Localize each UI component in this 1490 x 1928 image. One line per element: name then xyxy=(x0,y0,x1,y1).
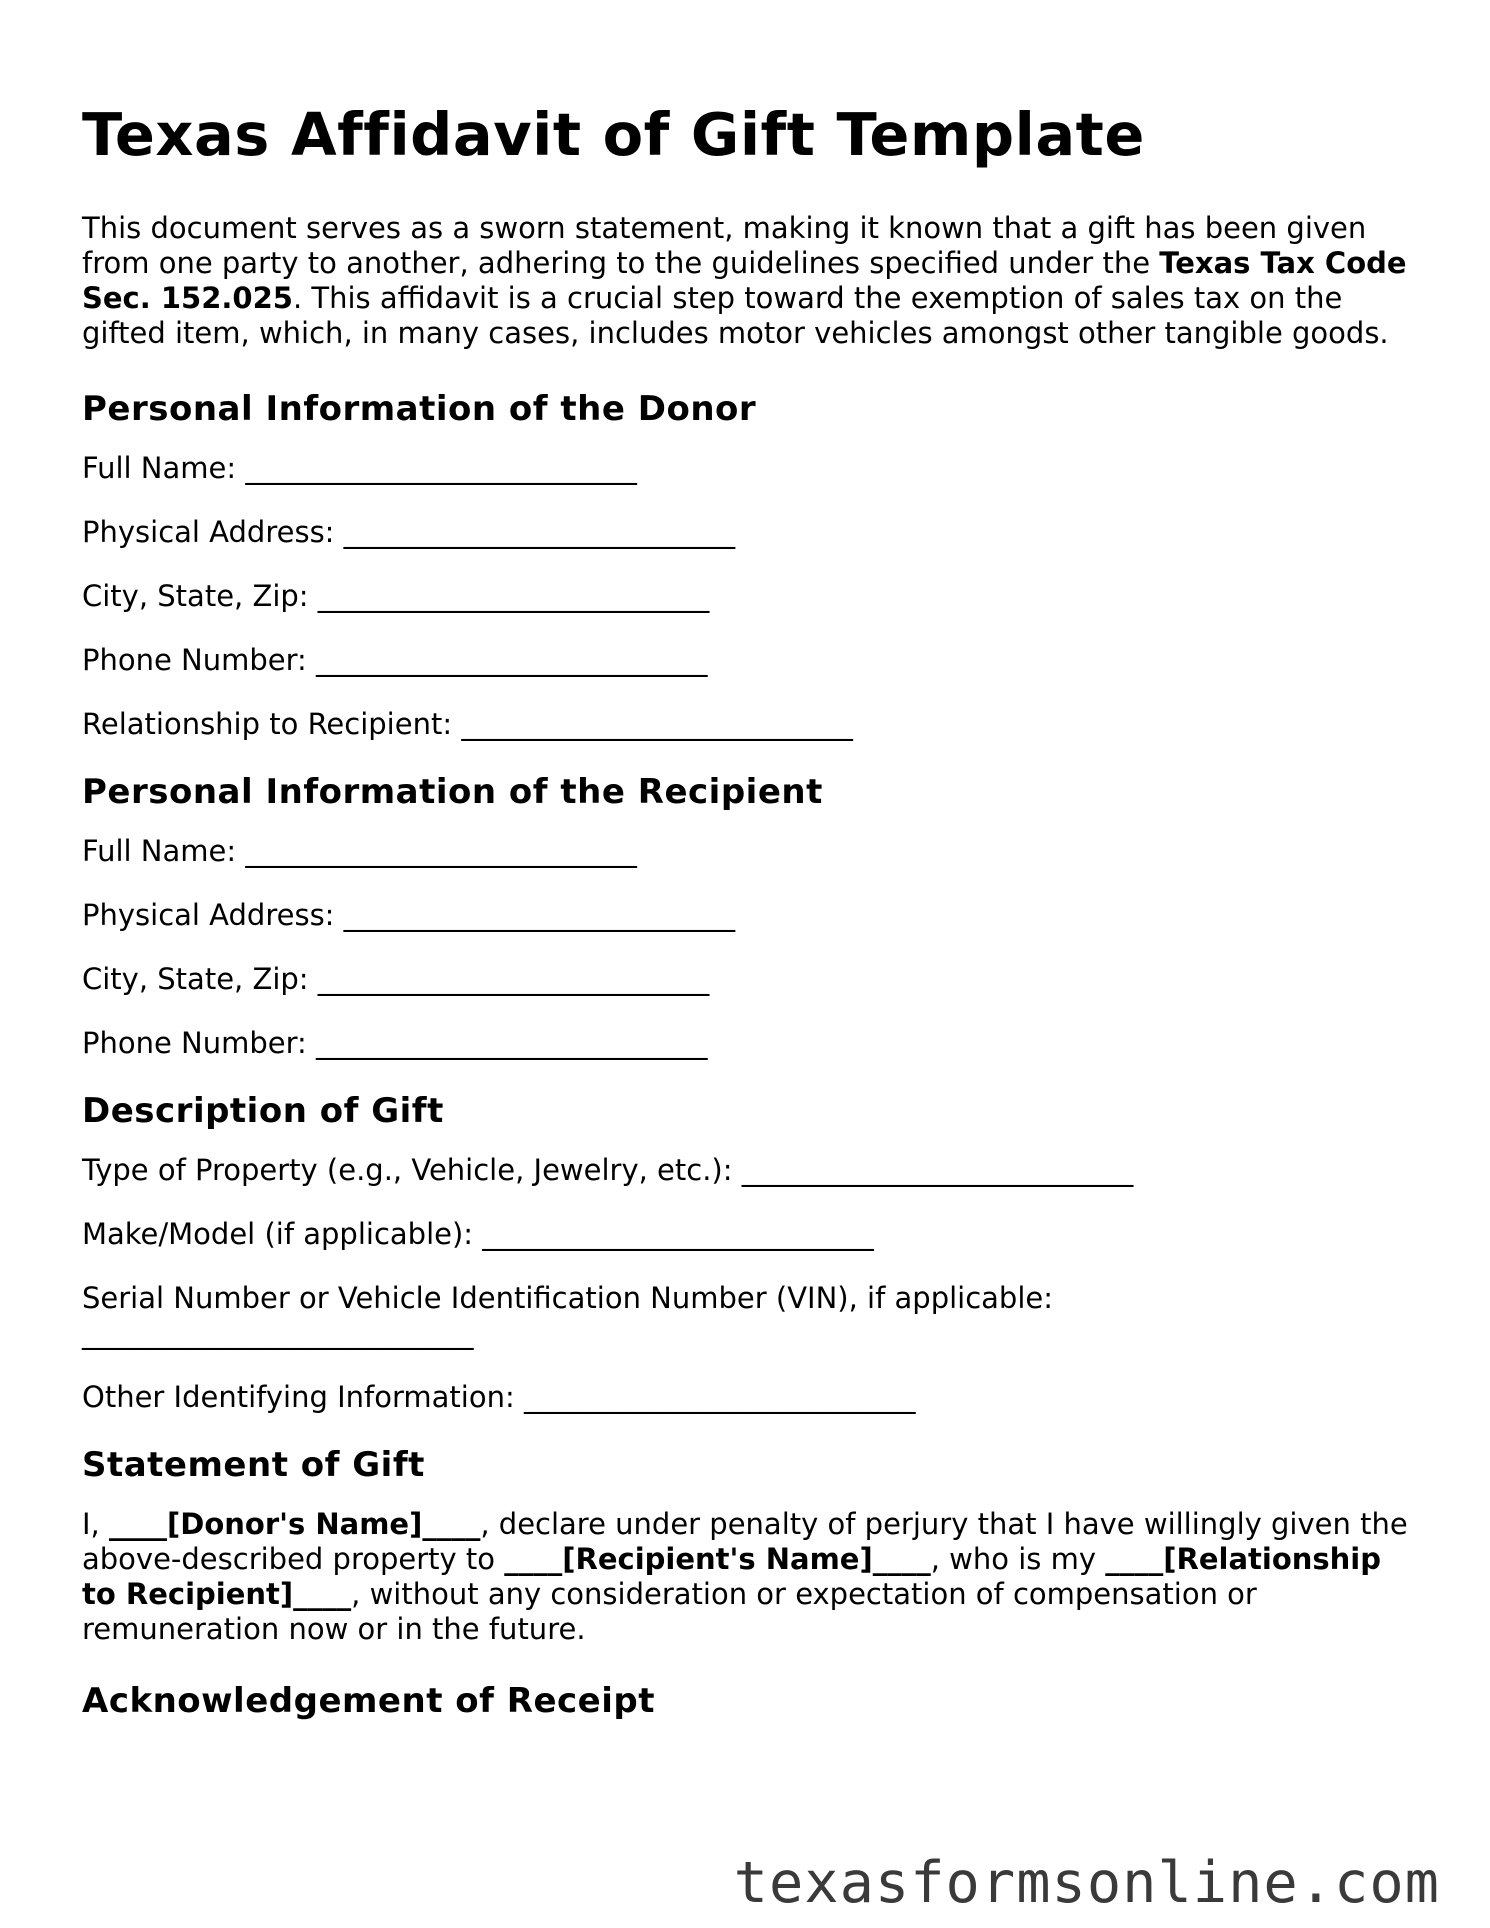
gift-type-blank[interactable]: ___________________________ xyxy=(741,1152,1134,1187)
statement-text-1: I, xyxy=(82,1506,109,1541)
statement-section-heading: Statement of Gift xyxy=(82,1444,425,1485)
donor-address-label: Physical Address: xyxy=(82,514,335,549)
intro-text-2: . This affidavit is a crucial step toward the exemption of sales tax on the gifted item, which, in many cases, includes motor vehicles amongst other tangible goods. xyxy=(82,280,1389,350)
recipient-address-blank[interactable]: ___________________________ xyxy=(343,897,736,932)
watermark: texasformsonline.com xyxy=(733,1850,1440,1916)
donor-address-field xyxy=(82,515,1412,550)
recipient-section-heading: Personal Information of the Recipient xyxy=(82,771,823,812)
donor-relationship-label: Relationship to Recipient: xyxy=(82,706,453,741)
gift-type-field xyxy=(82,1153,1412,1188)
donor-section-heading: Personal Information of the Donor xyxy=(82,388,757,429)
recipient-city-blank[interactable]: ___________________________ xyxy=(317,961,710,996)
donor-city-label: City, State, Zip: xyxy=(82,578,309,613)
gift-make-model-label: Make/Model (if applicable): xyxy=(82,1216,474,1251)
recipient-full-name-blank[interactable]: ___________________________ xyxy=(245,833,637,868)
donor-phone-field xyxy=(82,643,1412,678)
intro-text-1: This document serves as a sworn statement, making it known that a gift has been given from one party to another, adhering to the guidelines specified under the xyxy=(82,210,1367,280)
gift-serial-label: Serial Number or Vehicle Identification Number (VIN), if applicable: xyxy=(82,1280,1054,1315)
recipient-address-label: Physical Address: xyxy=(82,897,335,932)
donor-address-blank[interactable]: ___________________________ xyxy=(343,514,736,549)
statement-text-2: , declare under penalty of perjury that I have willingly given the above-described property to xyxy=(82,1506,1408,1576)
donor-name-placeholder[interactable]: ____[Donor's Name]____ xyxy=(109,1506,481,1541)
relationship-placeholder[interactable]: ____[Relationship to Recipient]____ xyxy=(82,1541,1381,1611)
gift-make-model-field xyxy=(82,1217,1412,1252)
donor-phone-label: Phone Number: xyxy=(82,642,307,677)
donor-relationship-field xyxy=(82,707,1412,742)
tax-code-reference: Texas Tax Code Sec. 152.025 xyxy=(82,245,1407,315)
gift-section-heading: Description of Gift xyxy=(82,1090,444,1131)
gift-other-label: Other Identifying Information: xyxy=(82,1379,515,1414)
gift-serial-blank[interactable]: ___________________________ xyxy=(82,1315,474,1350)
recipient-city-field xyxy=(82,962,1412,997)
statement-paragraph xyxy=(82,1507,1412,1647)
statement-text-3: , who is my xyxy=(930,1541,1106,1576)
statement-text-4: , without any consideration or expectation of compensation or remuneration now or in the future. xyxy=(82,1576,1257,1646)
recipient-phone-label: Phone Number: xyxy=(82,1025,307,1060)
recipient-name-placeholder[interactable]: ____[Recipient's Name]____ xyxy=(504,1541,931,1576)
recipient-city-label: City, State, Zip: xyxy=(82,961,309,996)
acknowledgement-section-heading: Acknowledgement of Receipt xyxy=(82,1680,655,1721)
intro-paragraph xyxy=(82,211,1412,351)
recipient-address-field xyxy=(82,898,1412,933)
recipient-phone-blank[interactable]: ___________________________ xyxy=(316,1025,708,1060)
gift-other-blank[interactable]: ___________________________ xyxy=(523,1379,916,1414)
document-page xyxy=(82,100,1412,1743)
donor-full-name-label: Full Name: xyxy=(82,450,237,485)
page-title: Texas Affidavit of Gift Template xyxy=(82,100,1145,169)
donor-full-name-blank[interactable]: ___________________________ xyxy=(245,450,637,485)
gift-serial-field xyxy=(82,1281,1412,1351)
donor-city-blank[interactable]: ___________________________ xyxy=(317,578,710,613)
recipient-phone-field xyxy=(82,1026,1412,1061)
donor-relationship-blank[interactable]: ___________________________ xyxy=(461,706,853,741)
donor-city-field xyxy=(82,579,1412,614)
donor-phone-blank[interactable]: ___________________________ xyxy=(316,642,708,677)
donor-full-name-field xyxy=(82,451,1412,486)
recipient-full-name-label: Full Name: xyxy=(82,833,237,868)
gift-other-field xyxy=(82,1380,1412,1415)
recipient-full-name-field xyxy=(82,834,1412,869)
gift-type-label: Type of Property (e.g., Vehicle, Jewelry, etc.): xyxy=(82,1152,733,1187)
gift-make-model-blank[interactable]: ___________________________ xyxy=(482,1216,874,1251)
